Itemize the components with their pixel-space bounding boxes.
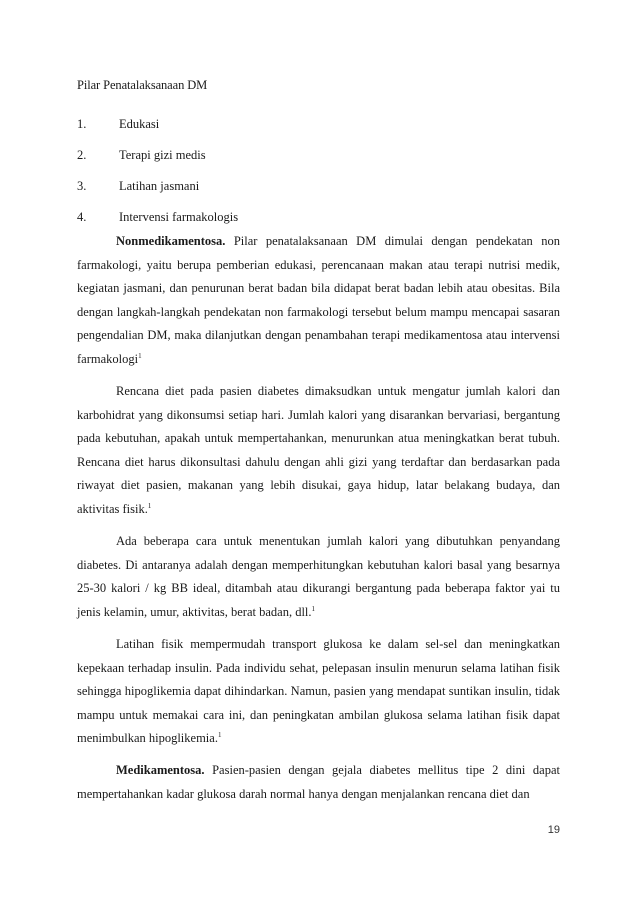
list-item <box>77 171 557 202</box>
paragraph-nonmedikamentosa <box>77 230 560 372</box>
list-label: Terapi gizi medis <box>119 148 206 162</box>
body-text <box>77 230 560 815</box>
paragraph-text: Rencana diet pada pasien diabetes dimaksudkan untuk mengatur jumlah kalori dan karbohidrat yang dikonsumsi setiap hari. Jumlah kalori yang disarankan bervariasi, bergantung pada kebutuhan, apakah untuk mempertahankan, menurunkan atua meningkatkan berat tubuh. Rencana diet harus dikonsultasi dahulu dengan ahli gizi yang terdaftar dan berdasarkan pada riwayat diet pasien, makanan yang lebih disukai, gaya hidup, latar belakang budaya, dan aktivitas fisik. <box>77 384 560 517</box>
paragraph-medikamentosa <box>77 759 560 806</box>
list-number: 1. <box>77 117 87 131</box>
paragraph-text: Pasien-pasien dengan gejala diabetes mellitus tipe 2 dini dapat mempertahankan kadar glukosa darah normal hanya dengan menjalankan rencana diet dan <box>77 763 560 802</box>
list-number: 3. <box>77 179 87 193</box>
citation-ref: 1 <box>311 604 316 613</box>
paragraph-text: Latihan fisik mempermudah transport glukosa ke dalam sel-sel dan meningkatkan kepekaan terhadap insulin. Pada individu sehat, pelepasan insulin menurun selama latihan fisik sehingga hipoglikemia dapat dihindarkan. Namun, pasien yang mendapat suntikan insulin, tidak mampu untuk memakai cara ini, dan peningkatan ambilan glukosa selama latihan fisik dapat menimbulkan hipoglikemia. <box>77 637 560 746</box>
list-number: 4. <box>77 210 87 224</box>
page-number: 19 <box>547 824 560 836</box>
pillar-list <box>77 109 557 233</box>
list-label: Latihan jasmani <box>119 179 200 193</box>
list-item <box>77 202 557 233</box>
paragraph-text: Pilar penatalaksanaan DM dimulai dengan pendekatan non farmakologi, yaitu berupa pemberian edukasi, perencanaan makan atau terapi nutrisi medik, kegiatan jasmani, dan penurunan berat badan bila didapat berat badan lebih atau obesitas. Bila dengan langkah-langkah pendekatan non farmakologi tersebut belum mampu mencapai sasaran pengendalian DM, maka dilanjutkan dengan penambahan terapi medikamentosa atau intervensi farmakologi <box>77 234 560 366</box>
list-label: Intervensi farmakologis <box>119 210 239 224</box>
paragraph-text: Ada beberapa cara untuk menentukan jumlah kalori yang dibutuhkan penyandang diabetes. Di antaranya adalah dengan memperhitungkan kebutuhan kalori basal yang besarnya 25-30 kalori / kg BB ideal, ditambah atau dikurangi bergantung pada beberapa faktor yai tu jenis kelamin, umur, aktivitas, berat badan, dll. <box>77 534 560 619</box>
paragraph-lead: Medikamentosa. <box>116 763 205 778</box>
list-item <box>77 109 557 140</box>
section-heading: Pilar Penatalaksanaan DM <box>77 78 208 92</box>
citation-ref: 1 <box>147 501 152 510</box>
paragraph-lead: Nonmedikamentosa. <box>116 234 226 248</box>
citation-ref: 1 <box>217 731 222 740</box>
citation-ref: 1 <box>138 351 142 360</box>
paragraph-latihan-fisik <box>77 633 560 751</box>
list-item <box>77 140 557 171</box>
list-number: 2. <box>77 148 87 162</box>
paragraph-jumlah-kalori <box>77 530 560 624</box>
paragraph-rencana-diet <box>77 380 560 522</box>
list-label: Edukasi <box>119 117 160 131</box>
